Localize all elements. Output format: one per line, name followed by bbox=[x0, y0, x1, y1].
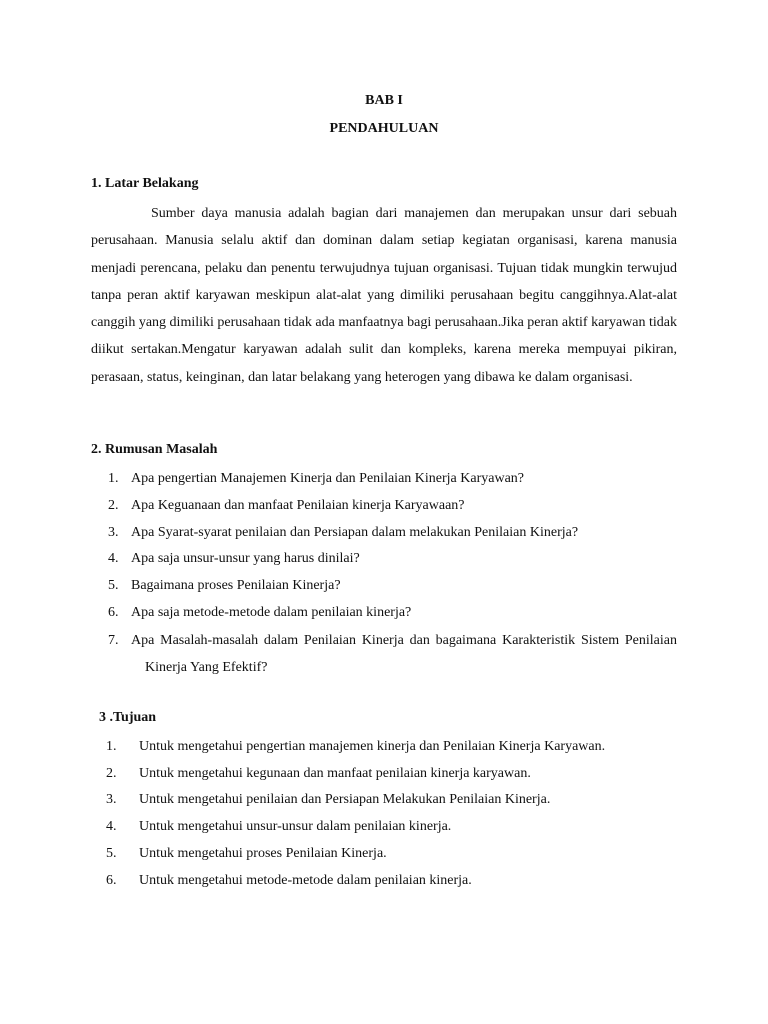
list-item bbox=[91, 600, 677, 627]
list-number: 7. bbox=[108, 632, 119, 648]
list-item bbox=[91, 520, 677, 547]
list-number: 4. bbox=[108, 551, 119, 567]
list-text: Apa Masalah-masalah dalam Penilaian Kinerja dan bagaimana Karakteristik Sistem Penilaian Kinerja Yang Efektif? bbox=[131, 632, 677, 675]
chapter-label: BAB I bbox=[365, 93, 403, 108]
list-number: 1. bbox=[106, 739, 117, 754]
list-number: 3. bbox=[106, 792, 117, 808]
list-number: 4. bbox=[106, 819, 117, 835]
list-item bbox=[91, 734, 677, 761]
list-text: Apa saja unsur-unsur yang harus dinilai? bbox=[131, 551, 360, 567]
latar-belakang-paragraph: Sumber daya manusia adalah bagian dari manajemen dan merupakan unsur dari sebuah perusahaan. Manusia selalu aktif dan dominan dalam setiap kegiatan organisasi, karena manusia menjadi perencana, pelaku dan penentu terwujudnya tujuan organisasi. Tujuan tidak mungkin terwujud tanpa peran aktif karyawan meskipun alat-alat yang dimiliki perusahaan begitu canggihnya.Alat-alat canggih yang dimiliki perusahaan tidak ada manfaatnya bagi perusahaan.Jika peran aktif karyawan tidak diikut sertakan.Mengatur karyawan adalah sulit dan kompleks, karena mereka mempuyai pikiran, perasaan, status, keinginan, dan latar belakang yang heterogen yang dibawa ke dalam organisasi. bbox=[91, 206, 677, 385]
list-number: 6. bbox=[108, 604, 119, 620]
list-text: Apa saja metode-metode dalam penilaian kinerja? bbox=[131, 604, 412, 620]
list-text: Untuk mengetahui penilaian dan Persiapan Melakukan Penilaian Kinerja. bbox=[139, 792, 551, 808]
list-text: Untuk mengetahui unsur-unsur dalam penilaian kinerja. bbox=[139, 819, 452, 835]
list-item bbox=[91, 466, 677, 493]
tujuan-list bbox=[91, 734, 677, 894]
list-text: Apa pengertian Manajemen Kinerja dan Penilaian Kinerja Karyawan? bbox=[131, 471, 524, 486]
list-item bbox=[91, 573, 677, 600]
chapter-title: PENDAHULUAN bbox=[329, 121, 439, 136]
list-number: 5. bbox=[106, 845, 117, 861]
list-text: Untuk mengetahui proses Penilaian Kinerja. bbox=[139, 845, 387, 861]
section-heading-rumusan-masalah: 2. Rumusan Masalah bbox=[91, 442, 218, 457]
list-item bbox=[91, 787, 677, 814]
list-item bbox=[91, 868, 677, 895]
list-number: 2. bbox=[106, 765, 117, 781]
list-item bbox=[91, 761, 677, 788]
list-text: Bagaimana proses Penilaian Kinerja? bbox=[131, 578, 341, 594]
list-number: 6. bbox=[106, 872, 117, 888]
list-item bbox=[91, 627, 677, 681]
list-text: Untuk mengetahui metode-metode dalam penilaian kinerja. bbox=[139, 872, 472, 888]
section-heading-tujuan: 3 .Tujuan bbox=[99, 710, 157, 725]
list-item bbox=[91, 841, 677, 868]
list-number: 3. bbox=[108, 524, 119, 540]
list-item bbox=[91, 814, 677, 841]
list-text: Untuk mengetahui kegunaan dan manfaat penilaian kinerja karyawan. bbox=[139, 765, 531, 781]
section-heading-latar-belakang: 1. Latar Belakang bbox=[91, 176, 199, 191]
list-number: 2. bbox=[108, 497, 119, 513]
list-text: Apa Keguanaan dan manfaat Penilaian kinerja Karyawaan? bbox=[131, 497, 465, 513]
list-number: 5. bbox=[108, 578, 119, 594]
list-item bbox=[91, 546, 677, 573]
list-text: Apa Syarat-syarat penilaian dan Persiapan dalam melakukan Penilaian Kinerja? bbox=[131, 524, 579, 540]
list-text: Untuk mengetahui pengertian manajemen kinerja dan Penilaian Kinerja Karyawan. bbox=[139, 739, 606, 754]
rumusan-masalah-list bbox=[91, 466, 677, 681]
list-item bbox=[91, 493, 677, 520]
list-number: 1. bbox=[108, 471, 119, 486]
